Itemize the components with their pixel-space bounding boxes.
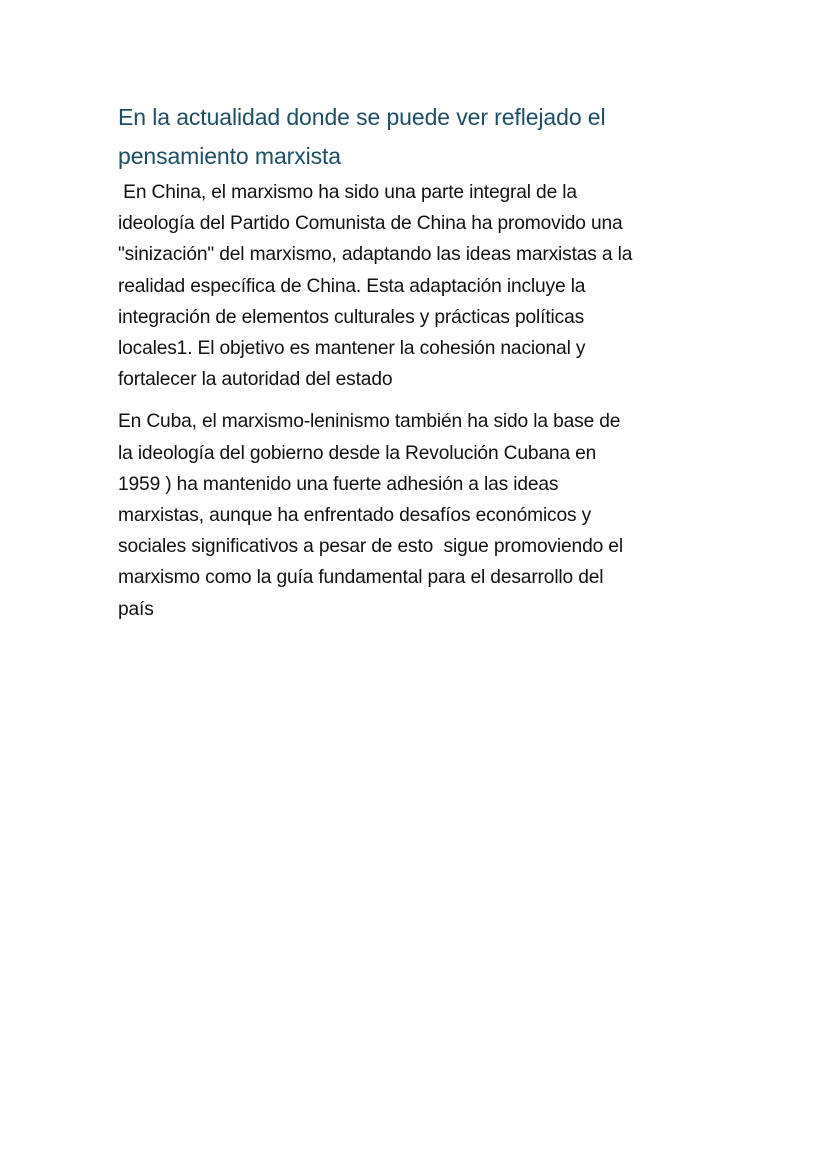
paragraph-line: fortalecer la autoridad del estado [118, 369, 393, 391]
paragraph-line: En Cuba, el marxismo-leninismo también ha sido la base de [118, 411, 621, 433]
paragraph-line: la ideología del gobierno desde la Revolución Cubana en [118, 442, 597, 464]
section-heading [118, 98, 718, 176]
paragraph-line: En China, el marxismo ha sido una parte integral de la [118, 182, 577, 203]
paragraph-line: marxismo como la guía fundamental para el desarrollo del [118, 567, 604, 589]
heading-line: pensamiento marxista [118, 143, 341, 169]
document-content [118, 98, 718, 625]
paragraph-cuba [118, 406, 718, 624]
paragraph-line: 1959 ) ha mantenido una fuerte adhesión a las ideas [118, 473, 559, 495]
paragraph-line: ideología del Partido Comunista de China ha promovido una [118, 213, 623, 235]
paragraph-line: locales1. El objetivo es mantener la cohesión nacional y [118, 338, 586, 360]
paragraph-line: "sinización" del marxismo, adaptando las ideas marxistas a la [118, 244, 633, 266]
paragraph-line: marxistas, aunque ha enfrentado desafíos económicos y [118, 505, 592, 527]
heading-line: En la actualidad donde se puede ver reflejado el [118, 104, 606, 130]
paragraph-line: realidad específica de China. Esta adaptación incluye la [118, 275, 586, 297]
paragraph-line: integración de elementos culturales y prácticas políticas [118, 306, 585, 328]
paragraph-line: sociales significativos a pesar de esto sigue promoviendo el [118, 536, 623, 558]
paragraph-china [118, 177, 718, 395]
paragraph-line: país [118, 598, 154, 620]
